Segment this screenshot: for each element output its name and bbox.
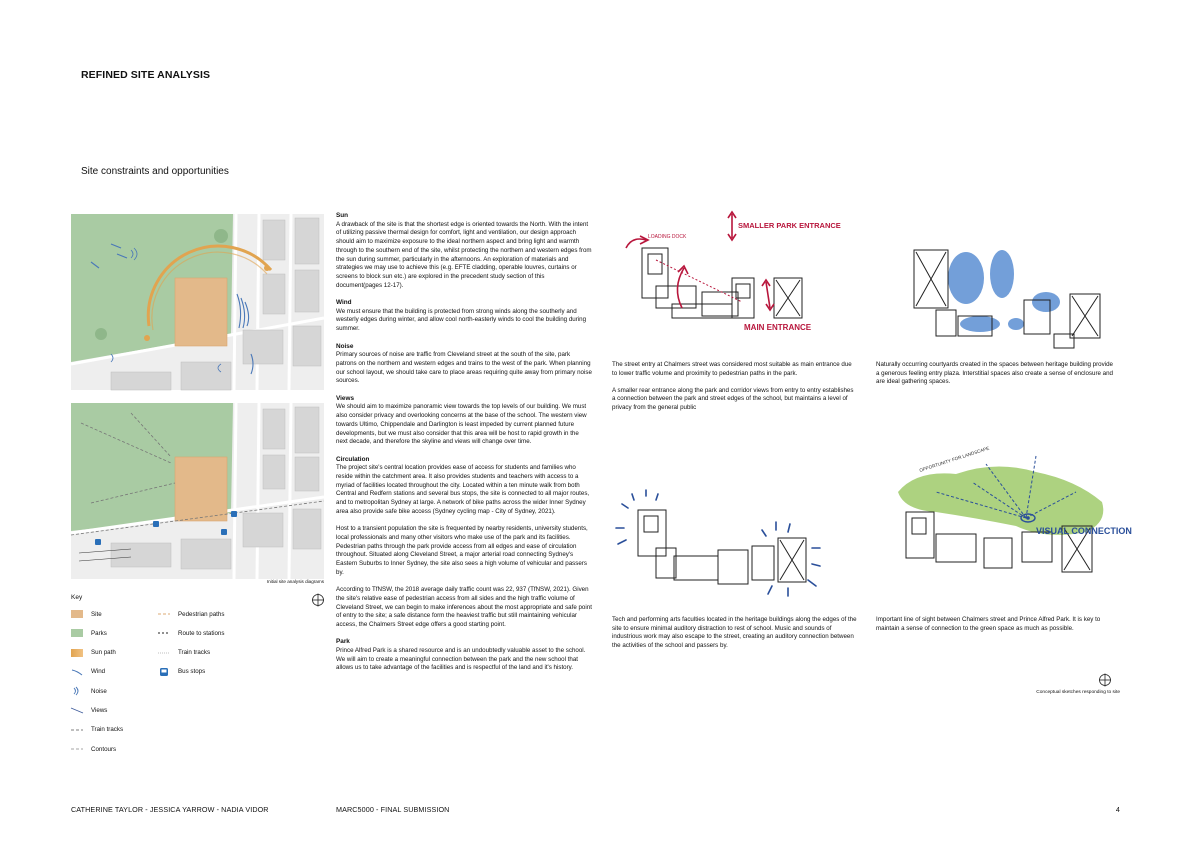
site-analysis-map-sun-wind [71, 214, 324, 390]
key-label: Site [91, 610, 102, 618]
sketch-visual-connection [876, 445, 1132, 602]
train-tracks-icon [158, 649, 170, 657]
key-item-pedestrian-paths [158, 609, 224, 619]
sketch4-caption: Important line of sight between Chalmers street and Prince Alfred Park. It is key to maintain a sense of connection to the green space as much as possible. [876, 616, 1101, 632]
key-item-wind [71, 667, 123, 677]
section-heading: Sun [336, 212, 349, 219]
section-heading: Views [336, 394, 355, 402]
contours-icon [71, 745, 83, 753]
sketch-auditory [612, 488, 847, 606]
key-label: Bus stops [178, 668, 206, 676]
sketches-caption: Conceptual sketches responding to site [1036, 690, 1120, 695]
key-item-parks [71, 628, 123, 638]
key-label: Contours [91, 745, 117, 753]
key-item-train-tracks [71, 725, 123, 735]
sketch-entrances [612, 208, 862, 358]
section-text: A drawback of the site is that the shortest edge is oriented towards the North. With the intent of utilizing passive thermal design for comfort, light and ventilation, our design approach should aim to maximize exposure to the ideal northern aspect and bring light and warmth through to the southern end of the site, whilst protecting the northern and western edges from the sun during summer, particularly in the afternoons. An exploration of materials and strategies we may use to achieve this (e.g. EFTE cladding, operable louvres, curtains or screens to block sun etc.) are explored in the precedent study section of this document(pages 12-17). [336, 220, 592, 289]
page-title: REFINED SITE ANALYSIS [81, 69, 211, 81]
key-item-train-tracks-2 [158, 648, 224, 658]
key-title: Key [71, 594, 83, 601]
parks-swatch [71, 629, 83, 637]
section-heading: Noise [336, 342, 354, 350]
train-tracks-icon [71, 726, 83, 734]
footer-authors: CATHERINE TAYLOR - JESSICA YARROW - NADIA VIDOR [71, 805, 269, 814]
key-left-column [71, 609, 123, 754]
loading-dock-label: LOADING DOCK [648, 234, 687, 240]
section-text: The project site's central location provides ease of access for students and families who reside within the catchment area. It also provides students and teachers with access to a myriad of facilities located throughout the city. Located within a ten minute walk from both Central and Redfern stations and several bus stops, the site is connected to all major routes, and to metropolitan Sydney at large. A network of bike paths across the wider Inner Sydney area also provide safe bike access (Sydney cycling map - City of Sydney, 2021). [336, 464, 590, 515]
page-number: 4 [1115, 805, 1120, 814]
pedestrian-paths-icon [158, 610, 170, 618]
analysis-text-column [336, 212, 592, 682]
sketch2-caption: Naturally occurring courtyards created in the spaces between heritage building provide a generous feeling entry plaza. Interstitial spaces also create a sense of enclosure and are ideal gathering spaces. [876, 361, 1113, 386]
visual-connection-label: VISUAL CONNECTION [1036, 526, 1132, 536]
key-item-route-to-stations [158, 628, 224, 638]
smaller-park-entrance-label: SMALLER PARK ENTRANCE [738, 221, 841, 230]
key-label: Wind [91, 668, 106, 676]
main-entrance-label: MAIN ENTRANCE [744, 323, 812, 332]
caption-text: A smaller rear entrance along the park and corridor views from entry to entry establishes a connection between the park and street edges of the school, but maintains a level of privacy from the general public [612, 386, 854, 411]
north-arrow-icon [1098, 673, 1112, 687]
north-arrow-icon [311, 593, 325, 607]
key-label: Parks [91, 629, 107, 637]
section-text: Prince Alfred Park is a shared resource and is an undoubtedly valuable asset to the school. We will aim to create a meaningful connection between the park and the new school that allows us to take advantage of the facilities and is respectful of the land and it's history. [336, 647, 586, 672]
bus-stop-icon [158, 668, 170, 676]
key-label: Sun path [91, 649, 116, 657]
maps-caption: Initial site analysis diagrams [266, 579, 324, 584]
key-item-site [71, 609, 123, 619]
sketch3-caption: Tech and performing arts faculties located in the heritage buildings along the edges of the site to ensure minimal auditory distraction to rest of school. Music and sounds of industrious work may also escape to the street, creating an auditory connection between the activities of the school and passers by. [612, 616, 857, 649]
section-heading: Circulation [336, 455, 370, 463]
key-right-column [158, 609, 224, 677]
key-label: Pedestrian paths [178, 610, 225, 618]
site-swatch [71, 610, 83, 618]
caption-text: The street entry at Chalmers street was considered most suitable as main entrance due to lower traffic volume and proximity to pedestrian paths in the park. [612, 361, 852, 377]
key-item-views [71, 705, 123, 715]
section-text: We should aim to maximize panoramic view towards the top levels of our building. We must also consider privacy and overlooking concerns at the base of the school. The western view towards Ultimo, Chippendale and Darlington is least impeded by current planned future developments, but we must also consider that this area will be host to rapid growth in the next decade, and therefore the skyline and views will change over time. [336, 403, 587, 446]
section-text: Host to a transient population the site is frequented by nearby residents, university students, local professionals and many other visitors who make use of the park and its facilities. Pedestrian paths through the park provide access from all edges and ease of circulation throughout. Situated along Cleveland Street, a major arterial road connecting Sydney's Eastern Suburbs to Inner Sydney, the site also sees a high volume of vehicular and passers by. [336, 525, 588, 576]
key-label: Train tracks [178, 649, 211, 657]
sun-path-swatch [71, 649, 83, 657]
section-heading: Park [336, 638, 350, 646]
section-heading: Wind [336, 299, 352, 307]
route-to-stations-icon [158, 629, 170, 637]
section-text: According to TfNSW, the 2018 average daily traffic count was 22, 937 (TfNSW, 2021). Given the site's relative ease of pedestrian access from all sides and the high traffic volume of Cleveland Street, we can begin to make inferences about the most appropriate and safe point of entry to the site; a safe distance form the heaviest traffic but still maintaining vehicular access, the Chalmers Street edge offers a good starting point. [336, 586, 592, 628]
noise-icon [71, 687, 83, 695]
wind-icon [71, 668, 83, 676]
key-item-bus-stops [158, 667, 224, 677]
page-subtitle: Site constraints and opportunities [81, 166, 229, 177]
key-label: Views [91, 706, 108, 714]
key-item-contours [71, 744, 123, 754]
key-item-noise [71, 686, 123, 696]
section-text: We must ensure that the building is protected from strong winds along the southerly and westerly edges during winter, and allow cool north-easterly winds to cool the building during summer. [336, 307, 587, 333]
key-label: Route to stations [178, 629, 225, 637]
key-label: Train tracks [91, 726, 124, 734]
views-icon [71, 706, 83, 714]
key-item-sun-path [71, 648, 123, 658]
sketch-courtyards [874, 230, 1114, 355]
opportunity-for-landscape-label: OPPORTUNITY FOR LANDSCAPE [918, 445, 990, 473]
footer-course: MARC5000 - FINAL SUBMISSION [336, 805, 450, 814]
site-analysis-map-circulation [71, 403, 324, 579]
section-text: Primary sources of noise are traffic from Cleveland street at the south of the site, park patrons on the northern and western edges and trains to the west of the park. When planning our school layout, we should take care to place areas requiring quite away from primary noise sources. [336, 351, 592, 385]
key-label: Noise [91, 687, 107, 695]
sketch1-caption [612, 361, 857, 421]
